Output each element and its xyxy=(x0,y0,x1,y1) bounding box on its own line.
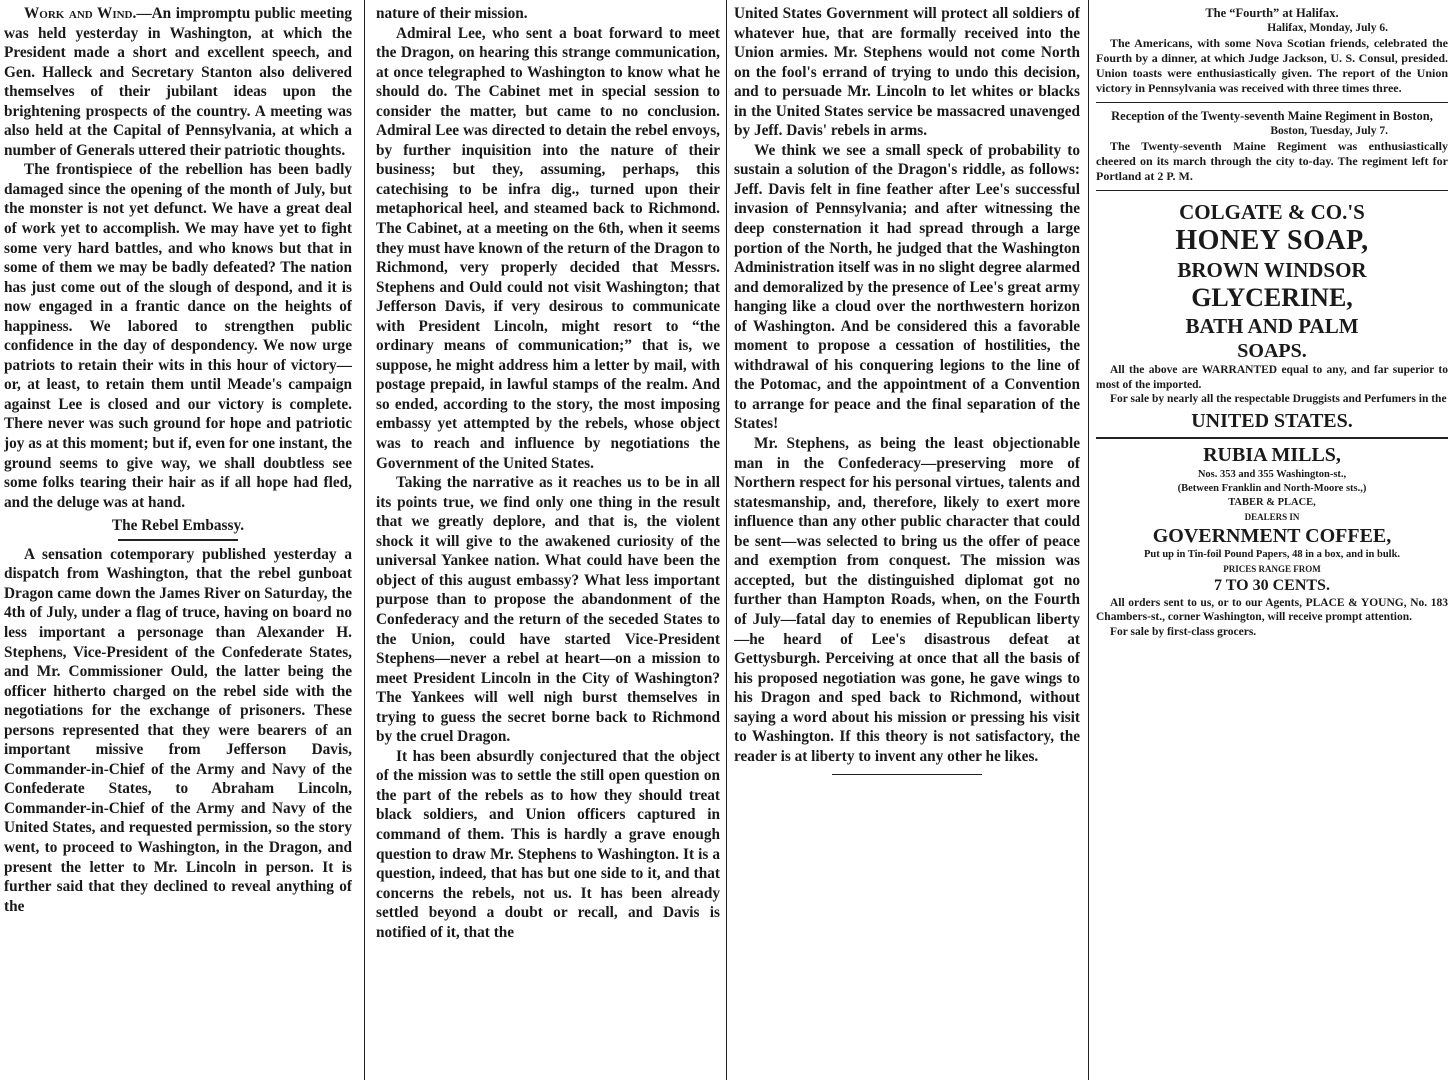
paragraph: It has been absurdly conjectured that the object of the mission was to settle the still open question on the part of the rebels as to how they should treat black soldiers, and Union officers captured in command of them. This is hardly a grave enough question to draw Mr. Stephens to Washington. It is a question, indeed, that has but one side to it, and that concerns the rebels, not us. It has been already settled beyond a doubt or recall, and Davis is notified of it, that the xyxy=(376,747,720,941)
ad-line: RUBIA MILLS, xyxy=(1203,443,1341,466)
news-item: The Twenty-seventh Maine Regiment was enthusiastically cheered on its march through the city to-day. The regiment left for Portland at 2 P. M. xyxy=(1096,139,1448,183)
paragraph: Mr. Stephens, as being the least objectionable man in the Confederacy—preserving more of Northern respect for his personal virtues, talents and statesmanship, and, therefore, likely to exert more influence than any other public character that could be sent—was selected to bring us the offer of peace and exemption from conquest. The mission was accepted, but the distinguished diplomat got no further than Hampton Roads, when, on the Fourth of July—fatal day to enemies of Republican liberty—he heard of Lee's disastrous defeat at Gettysburgh. Perceiving at once that all the basis of his proposed negotiation was gone, he gave wings to his Dragon and sped back to Richmond, without saying a word about his mission or pressing his visit to Washington. If this theory is not satisfactory, the reader is at liberty to invent any other he likes. xyxy=(734,435,1080,765)
column-rule xyxy=(364,0,365,1080)
article-work-and-wind: Work and Wind.—An impromptu public meeting was held yesterday in Washington, at which the President made a short and excellent speech, and Gen. Halleck and Secretary Stanton also delivered themselves of their jubilant ideas upon the brightening prospects of the country. A meeting was also held at the Capital of Pennsylvania, at which a number of Generals uttered their patriotic thoughts. xyxy=(4,5,352,159)
column-rule xyxy=(726,0,727,1080)
column-2 xyxy=(376,4,720,1080)
dateline: Boston, Tuesday, July 7. xyxy=(1270,125,1388,137)
paragraph: Admiral Lee, who sent a boat forward to meet the Dragon, on hearing this strange communication, at once telegraphed to Washington to know what he should do. The Cabinet met in special session to consider the matter, but came to no conclusion. Admiral Lee was directed to detain the rebel envoys, by further inquisition into the nature of their business; but they, assuming, perhaps, this catechising to be infra dig., turned upon their metaphorical heel, and steamed back to Richmond. The Cabinet, at a meeting on the 6th, when it seems they must have known of the return of the Dragon to Richmond, very properly decided that Messrs. Stephens and Ould could not visit Washington; that Jefferson Davis, if very desirous to communicate with President Lincoln, might resort to “the ordinary means of communication;” that is, we suppose, he might address him a letter by mail, with postage prepaid, in lawful stamps of the realm. And so ended, according to the story, the most imposing embassy yet attempted by the rebels, whose object was to reach and influence by negotiations the Government of the United States. xyxy=(376,24,720,472)
divider xyxy=(1096,437,1448,439)
advertisement-colgate xyxy=(1096,199,1448,433)
ad-line: DEALERS IN xyxy=(1244,511,1300,522)
ad-line: COLGATE & CO.'S xyxy=(1179,200,1365,224)
paragraph: nature of their mission. xyxy=(376,5,528,22)
ad-line: PRICES RANGE FROM xyxy=(1223,563,1321,574)
column-4 xyxy=(1096,4,1448,1080)
column-1 xyxy=(4,4,352,1080)
ad-text: For sale by nearly all the respectable Druggists and Perfumers in the xyxy=(1110,393,1447,405)
news-heading: Reception of the Twenty-seventh Maine Regiment in Boston, xyxy=(1111,109,1433,123)
article-heading: The Rebel Embassy. xyxy=(111,517,245,535)
paragraph: Taking the narrative as it reaches us to be in all its points true, we find only one thing in the result that we greatly deplore, and that is, the violent shock it will give to the awakened curiosity of the universal Yankee nation. What could have been the object of this august embassy? What less important purpose than to propose the abandonment of the Confederacy and the return of the seceded States to the Union, could have started Vice-President Stephens—never a rebel at heart—on a mission to meet President Lincoln in the City of Washington? The Yankees will well nigh burst themselves in trying to guess the secret borne back to Richmond by the cruel Dragon. xyxy=(376,474,720,746)
ad-line: BROWN WINDSOR xyxy=(1177,258,1367,282)
ad-line: GLYCERINE, xyxy=(1191,283,1353,312)
ad-line: SOAPS. xyxy=(1237,340,1307,362)
column-3 xyxy=(734,4,1080,1080)
ad-line: BATH AND PALM xyxy=(1185,314,1359,338)
ad-line: (Between Franklin and North-Moore sts.,) xyxy=(1177,482,1367,494)
ad-line: 7 TO 30 CENTS. xyxy=(1214,576,1330,594)
paragraph: United States Government will protect all soldiers of whatever hue, that are formally received into the Union armies. Mr. Stephens would not come North on the fool's errand of trying to undo this decision, and to persuade Mr. Lincoln to let whites or blacks in the United States service be massacred unavenged by Jeff. Davis' rebels in arms. xyxy=(734,5,1080,140)
article-end-rule xyxy=(832,774,982,775)
ad-line: HONEY SOAP, xyxy=(1175,225,1369,256)
ad-line: TABER & PLACE, xyxy=(1228,496,1316,508)
heading-rule xyxy=(118,539,238,541)
ad-text: All the above are WARRANTED equal to any, and far superior to most of the imported. xyxy=(1096,364,1448,391)
paragraph: A sensation cotemporary published yesterday a dispatch from Washington, that the rebel gunboat Dragon came down the James River on Saturday, the 4th of July, under a flag of truce, having on board no less important a personage than Alexander H. Stephens, Vice-President of the Confederate States, and Mr. Commissioner Ould, the latter being the officer hitherto charged on the rebel side with the negotiations for the exchange of prisoners. These persons represented that they were bearers of an important missive from Jefferson Davis, Commander-in-Chief of the Army and Navy of the Confederate States, to Abraham Lincoln, Commander-in-Chief of the Army and Navy of the United States, and requested permission, so the story went, to proceed to Washington, in the Dragon, and present the letter to Mr. Lincoln in person. It is further said that they declined to reveal anything of the xyxy=(4,545,352,915)
dateline: Halifax, Monday, July 6. xyxy=(1267,22,1388,34)
paragraph: The frontispiece of the rebellion has been badly damaged since the opening of the month of July, but the monster is not yet defunct. We have a great deal of work yet to accomplish. We may have yet to fight some very hard battles, and who knows but that in some of them we may be badly defeated? The nation has just come out of the slough of despond, and it is now engaged in a frantic dance on the heights of happiness. We labored to strengthen public confidence in the day of despondency. We now urge patriots to retain their wits in this hour of victory—or, at least, to retain them until Meade's campaign against Lee is closed and our victory is complete. There never was such ground for hope and patriotic joy as at this moment; but if, even for one instant, the ground seems to give way, we shall doubtless see some folks tearing their hair as if all hope had fled, and the deluge was at hand. xyxy=(4,161,352,511)
news-item: The Americans, with some Nova Scotian friends, celebrated the Fourth by a dinner, at which Judge Jackson, U. S. Consul, presided. Union toasts were enthusiastically given. The report of the Union victory in Pennsylvania was received with three times three. xyxy=(1096,36,1448,95)
ad-line: Put up in Tin-foil Pound Papers, 48 in a box, and in bulk. xyxy=(1143,548,1401,560)
paragraph: We think we see a small speck of probability to sustain a solution of the Dragon's riddle, as follows: Jeff. Davis felt in fine feather after Lee's successful invasion of Pennsylvania; and after witnessing the deep consternation it had spread through a large portion of the North, he judged that the Washington Administration itself was in no slight degree alarmed and demoralized by the presence of Lee's great army hanging like a cloud over the northwestern horizon of Washington. And be considered this a favorable moment to propose a cessation of hostilities, the withdrawal of his conquering legions to the line of the Potomac, and the appointment of a Convention to arrange for peace and the final separation of the States! xyxy=(734,141,1080,433)
divider xyxy=(1096,190,1448,191)
ad-text: For sale by first-class grocers. xyxy=(1110,625,1257,638)
article-lead: Work and Wind. xyxy=(24,5,137,22)
ad-text: All orders sent to us, or to our Agents, PLACE & YOUNG, No. 183 Chambers-st., corner Washington, will receive prompt attention. xyxy=(1096,596,1448,623)
column-rule xyxy=(1088,0,1089,1080)
news-heading: The “Fourth” at Halifax. xyxy=(1205,6,1339,20)
ad-line: Nos. 353 and 355 Washington-st., xyxy=(1197,468,1347,480)
divider xyxy=(1096,102,1448,103)
ad-line: UNITED STATES. xyxy=(1191,409,1353,432)
ad-line: GOVERNMENT COFFEE, xyxy=(1152,524,1392,547)
advertisement-rubia-mills xyxy=(1096,443,1448,640)
